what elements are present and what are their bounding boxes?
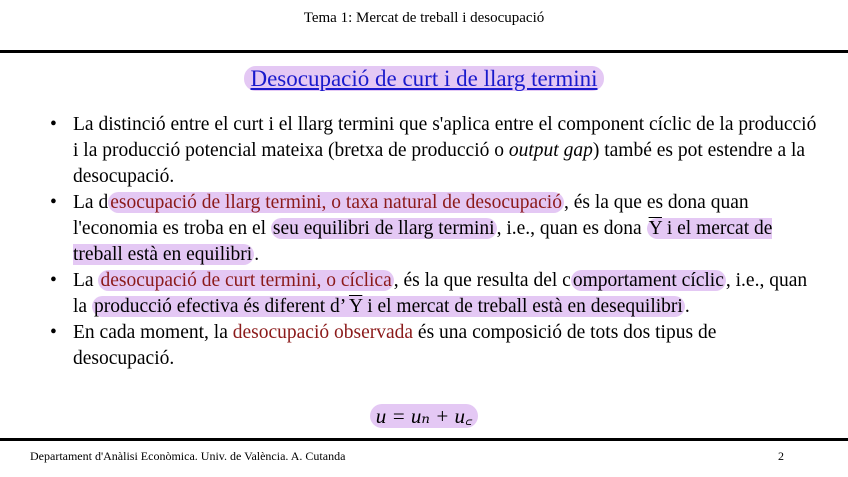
bullet-item-4: • En cada moment, la desocupació observada és una composició de tots dos tipus de desocupació. xyxy=(48,320,818,372)
highlight-long-run-equilibrium: seu equilibri de llarg termini xyxy=(272,218,495,239)
formula-text: u = uₙ + u꜀ xyxy=(370,404,479,428)
header-rule xyxy=(0,50,848,53)
footer-credit: Departament d'Anàlisi Econòmica. Univ. de València. A. Cutanda xyxy=(30,449,346,463)
bullet-item-2: • La d esocupació de llarg termini, o taxa natural de desocupació , és la que es dona quan l'economia es troba en el seu equilibri de llarg termini , i.e., quan es dona $\overline{Y}$ i el mercat de treball està en equilibri . xyxy=(48,190,818,268)
bullet-item-1: • La distinció entre el curt i el llarg termini que s'aplica entre el component cíclic de la producció i la producció potencial mateixa (bretxa de producció o output gap) també es pot estendre a la desocupació. xyxy=(48,112,818,190)
y-bar-symbol: $\overline{Y}$ xyxy=(648,218,662,239)
footer-rule xyxy=(0,438,848,441)
slide-header: Tema 1: Mercat de treball i desocupació xyxy=(303,10,545,26)
y-bar-symbol: $\overline{Y}$ xyxy=(348,296,363,317)
bullet-item-3: • La desocupació de curt termini, o cíclica , és la que resulta del c omportament cíclic , i.e., quan la producció efectiva és diferent d’ $\overline{Y}$ i el mercat de treball està en desequilibri . xyxy=(48,268,818,320)
slide-title-link[interactable]: Desocupació de curt i de llarg termini xyxy=(244,66,603,91)
highlight-equilibrium-condition: $\overline{Y}$ i el mercat de treball està en equilibri xyxy=(73,218,773,265)
highlight-short-term-unemployment: desocupació de curt termini, o cíclica xyxy=(100,270,392,291)
emphasis-output-gap: output gap xyxy=(508,140,593,161)
bullet-list xyxy=(48,112,818,372)
highlight-long-term-unemployment: esocupació de llarg termini, o taxa natural de desocupació xyxy=(110,192,562,213)
slide-title xyxy=(0,66,848,92)
highlight-disequilibrium-condition: producció efectiva és diferent d’ $\overline{Y}$ i el mercat de treball està en desequilibri xyxy=(93,296,683,317)
emphasis-observed-unemployment: desocupació observada xyxy=(232,322,414,343)
page-number: 2 xyxy=(778,449,784,463)
unemployment-formula xyxy=(0,402,848,430)
highlight-cyclical-behaviour: omportament cíclic xyxy=(572,270,724,291)
